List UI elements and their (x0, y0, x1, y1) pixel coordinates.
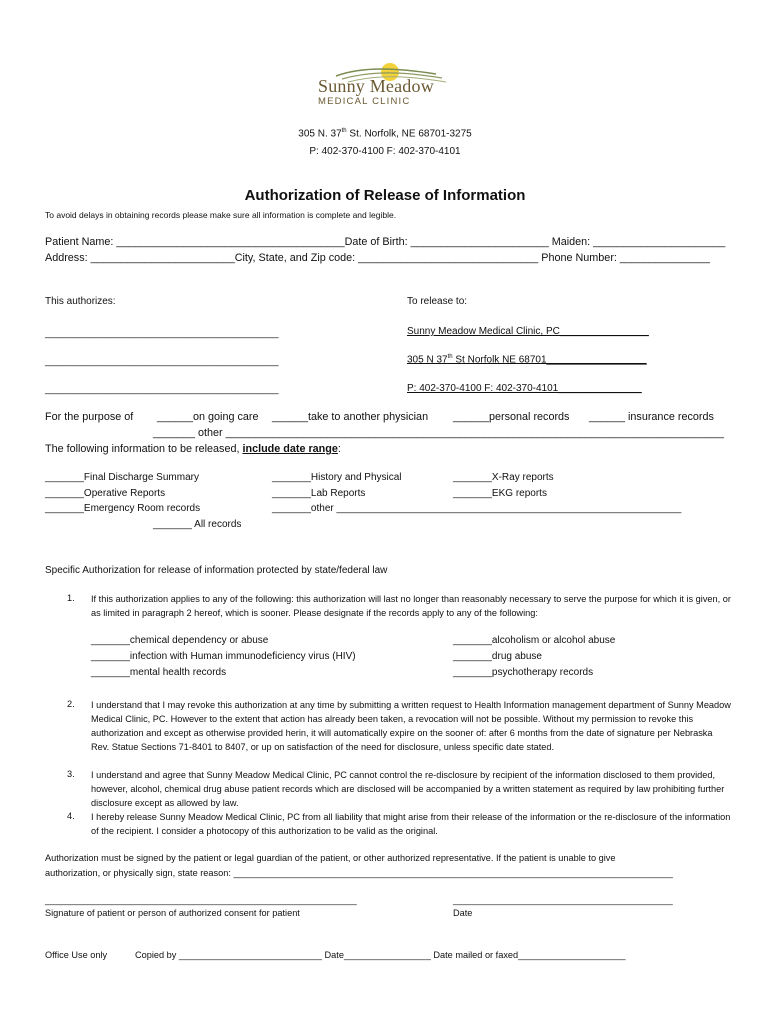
item-paragraph-2: I understand that I may revoke this authorization at any time by submitting a written request to Health Information management department of Sunny Meadow Medical Clinic, PC. However to the extent that action has already been taken, a revocation will not be possible. Without my permission to revoke this authorization and except as otherwise provided herin, it will automatically expire on the sooner of: after 6 months from the date of signature per Nebraska Rev. Statue Sections 71-8401 to 8407, or up on satisfaction of the need for disclosure, unless specific date stated. (91, 700, 731, 752)
release-to-phones: P: 402-370-4100 F: 402-370-4101_______________ (407, 383, 642, 394)
item-paragraph-4: I hereby release Sunny Meadow Medical Clinic, PC from all liability that might arise from their release of the information or the re-disclosure of the information of the recipient. I consider a photocopy of this authorization to be valid as the original. (91, 812, 731, 836)
sub-chemical-dependency[interactable]: _______chemical dependency or abuse (91, 635, 269, 646)
signature-date-label: Date (453, 908, 473, 918)
item-number-1: 1. (67, 593, 75, 603)
clinic-address (0, 128, 770, 139)
record-other[interactable]: _______other ______________________________________________________________ (272, 503, 682, 514)
authorization-note-line-1: Authorization must be signed by the patient or legal guardian of the patient, or other authorized representative. If the patient is unable to give (45, 853, 616, 863)
info-line-date-range: include date range (242, 443, 338, 455)
release-address-sup: th (447, 354, 453, 360)
authorizes-blank-2[interactable]: __________________________________________ (45, 356, 279, 367)
record-history-physical[interactable]: _______History and Physical (272, 472, 402, 483)
purpose-ongoing-care[interactable]: ______on going care (157, 411, 259, 423)
purpose-label: For the purpose of (45, 411, 134, 423)
purpose-another-physician[interactable]: ______take to another physician (272, 411, 429, 423)
office-copied-line[interactable]: Copied by ____________________________ Date_________________ Date mailed or faxed_____________________ (135, 950, 626, 960)
release-to-label: To release to: (407, 296, 468, 307)
signature-label: Signature of patient or person of authorized consent for patient (45, 908, 300, 918)
info-release-line (45, 443, 341, 455)
page-title: Authorization of Release of Information (244, 187, 526, 204)
item-number-4: 4. (67, 811, 75, 821)
release-to-address (407, 354, 647, 365)
record-emergency-room[interactable]: _______Emergency Room records (45, 503, 201, 514)
signature-line[interactable]: _____________________________________________________________ (45, 895, 357, 905)
logo-subtitle: MEDICAL CLINIC (318, 96, 411, 107)
logo-name: Sunny Meadow (318, 76, 434, 96)
release-address-part-end: St Norfolk NE 68701__________________ (452, 354, 647, 366)
info-line-post: : (337, 443, 341, 455)
sub-psychotherapy[interactable]: _______psychotherapy records (453, 667, 594, 678)
release-address-part: 305 N 37 (407, 354, 448, 366)
release-to-name: Sunny Meadow Medical Clinic, PC________________ (407, 326, 649, 337)
item-number-3: 3. (67, 769, 75, 779)
authorization-reason-line[interactable]: authorization, or physically sign, state reason: ______________________________________________________________________________________ (45, 868, 673, 878)
record-final-discharge[interactable]: _______Final Discharge Summary (45, 472, 199, 483)
sub-hiv[interactable]: _______infection with Human immunodeficiency virus (HIV) (91, 651, 356, 662)
authorizes-label: This authorizes: (45, 296, 116, 307)
specific-authorization-heading: Specific Authorization for release of information protected by state/federal law (45, 565, 388, 576)
patient-info-line[interactable]: Patient Name: ______________________________________Date of Birth: _______________________ Maiden: ______________________ (45, 236, 726, 248)
signature-date-line[interactable]: ___________________________________________ (453, 895, 673, 905)
sub-alcoholism[interactable]: _______alcoholism or alcohol abuse (453, 635, 616, 646)
address-part-end: St. Norfolk, NE 68701-3275 (346, 128, 472, 140)
address-sup: th (341, 128, 347, 134)
sub-drug-abuse[interactable]: _______drug abuse (453, 651, 542, 662)
sub-mental-health[interactable]: _______mental health records (91, 667, 227, 678)
record-operative-reports[interactable]: _______Operative Reports (45, 488, 166, 499)
item-paragraph-1: If this authorization applies to any of the following: this authorization will last no longer than reasonably necessary to serve the purpose for which it is given, or as limited in paragraph 2 hereof, which is sooner. Please designate if the records apply to any of the following: (91, 594, 731, 618)
record-ekg[interactable]: _______EKG reports (453, 488, 547, 499)
patient-address-line[interactable]: Address: ________________________City, State, and Zip code: ______________________________ Phone Number: _______________ (45, 252, 710, 264)
clinic-phone: P: 402-370-4100 F: 402-370-4101 (309, 146, 461, 157)
purpose-personal-records[interactable]: ______personal records (453, 411, 570, 423)
info-line-pre: The following information to be released, (45, 443, 243, 455)
item-paragraph-3: I understand and agree that Sunny Meadow Medical Clinic, PC cannot control the re-disclosure by recipient of the information disclosed to them provided, however, alcohol, chemical drug abuse patient records which are disclosed will be accompanied by a written statement as required by law prohibiting further disclosure except as allowed by law. (91, 770, 725, 808)
item-number-2: 2. (67, 699, 75, 709)
record-all[interactable]: _______ All records (153, 519, 242, 530)
office-use-label: Office Use only (45, 950, 108, 960)
purpose-other[interactable]: _______ other ___________________________________________________________________________________ (153, 427, 725, 439)
record-xray[interactable]: _______X-Ray reports (453, 472, 554, 483)
authorizes-blank-3[interactable]: __________________________________________ (45, 384, 279, 395)
record-lab-reports[interactable]: _______Lab Reports (272, 488, 366, 499)
authorizes-blank-1[interactable]: __________________________________________ (45, 328, 279, 339)
purpose-insurance-records[interactable]: ______ insurance records (589, 411, 714, 423)
address-part: 305 N. 37 (298, 128, 342, 140)
notice-text: To avoid delays in obtaining records please make sure all information is complete and legible. (45, 210, 397, 220)
